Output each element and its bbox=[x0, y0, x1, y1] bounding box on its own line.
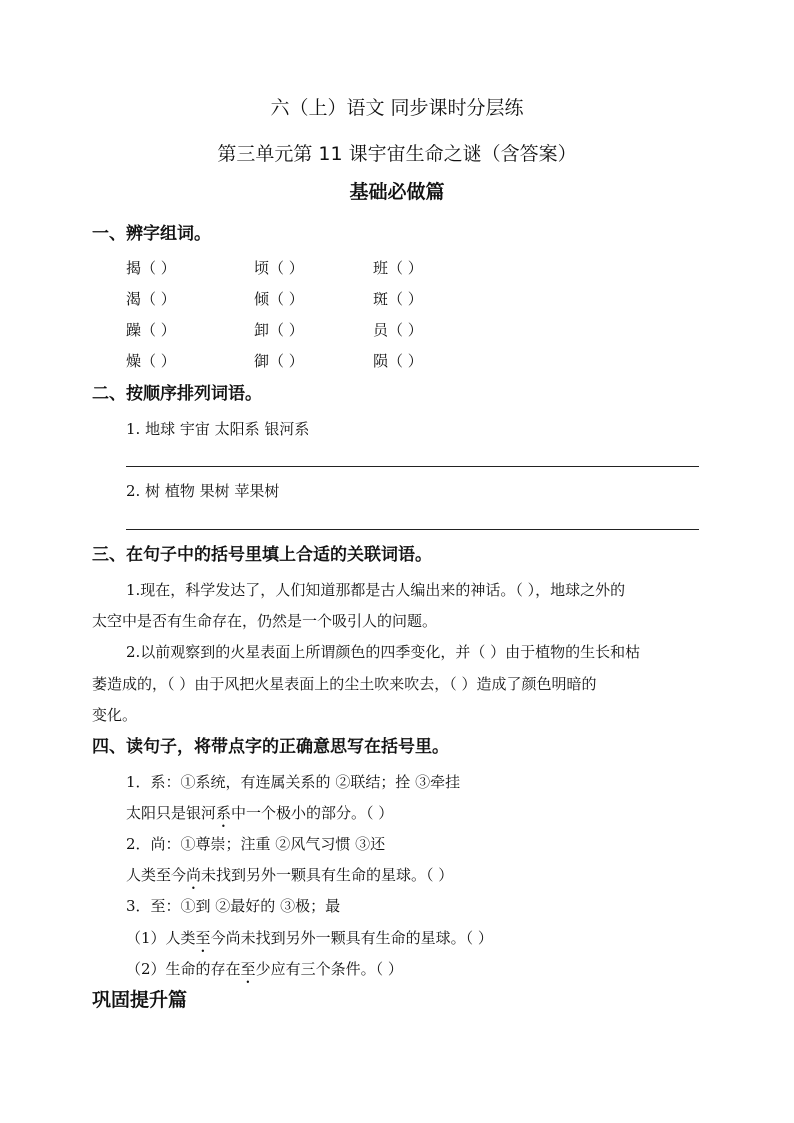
q1-heading: 一、辨字组词。 bbox=[92, 224, 211, 244]
q3-heading: 三、在句子中的括号里填上合适的关联词语。 bbox=[92, 545, 432, 565]
q3-paragraph-1-line-1: 1.现在，科学发达了，人们知道那都是古人编出来的神话。（ ），地球之外的 bbox=[126, 581, 626, 599]
q2-item-1: 1. 地球 宇宙 太阳系 银河系 bbox=[126, 420, 310, 438]
q2-heading: 二、按顺序排列词语。 bbox=[92, 384, 262, 404]
sentence-text: （1）人类 bbox=[126, 929, 196, 947]
sentence-text: 未找到另外一颗具有生命的星球。（ ） bbox=[201, 866, 454, 884]
sentence-text: 中一个极小的部分。（ ） bbox=[231, 804, 394, 822]
dotted-character: 至 bbox=[240, 960, 256, 978]
q4-heading: 四、读句子，将带点字的正确意思写在括号里。 bbox=[92, 737, 449, 757]
q1-cell: 陨（ ） bbox=[373, 352, 423, 370]
q4-item-2-definitions: 2．尚：①尊崇；注重 ②风气习惯 ③还 bbox=[126, 835, 386, 853]
q1-cell: 卸（ ） bbox=[254, 321, 304, 339]
dotted-character: 尚 bbox=[186, 866, 202, 884]
section-basic-title: 基础必做篇 bbox=[349, 181, 445, 203]
q3-paragraph-2-line-1: 2.以前观察到的火星表面上所谓颜色的四季变化，并（ ）由于植物的生长和枯 bbox=[126, 643, 641, 661]
q1-cell: 班（ ） bbox=[373, 259, 423, 277]
sentence-text: （2）生命的存在 bbox=[126, 960, 241, 978]
page-title: 六（上）语文 同步课时分层练 bbox=[270, 97, 524, 119]
q1-cell: 燥（ ） bbox=[126, 352, 176, 370]
q3-paragraph-2-line-3: 变化。 bbox=[92, 706, 138, 724]
q1-cell: 揭（ ） bbox=[126, 259, 176, 277]
sentence-text: 太阳只是银河 bbox=[126, 804, 217, 822]
page-subtitle: 第三单元第 11 课宇宙生命之谜（含答案） bbox=[217, 143, 577, 165]
dotted-character: 系 bbox=[216, 804, 232, 822]
sentence-text: 人类至今 bbox=[126, 866, 187, 884]
q2-item-2: 2. 树 植物 果树 苹果树 bbox=[126, 482, 280, 500]
answer-line[interactable] bbox=[126, 466, 699, 467]
section-advanced-title: 巩固提升篇 bbox=[92, 989, 188, 1011]
q4-item-1-sentence bbox=[126, 803, 393, 831]
q1-cell: 倾（ ） bbox=[254, 290, 304, 308]
q1-cell: 渴（ ） bbox=[126, 290, 176, 308]
sentence-text: 少应有三个条件。（ ） bbox=[255, 960, 403, 978]
q4-item-1-definitions: 1．系：①系统，有连属关系的 ②联结；拴 ③牵挂 bbox=[126, 773, 461, 791]
q4-item-2-sentence bbox=[126, 865, 453, 893]
dotted-character: 至 bbox=[195, 929, 211, 947]
q4-item-3-sentence-b bbox=[126, 959, 403, 987]
answer-line[interactable] bbox=[126, 529, 699, 530]
q3-paragraph-1-line-2: 太空中是否有生命存在，仍然是一个吸引人的问题。 bbox=[92, 612, 438, 630]
q1-cell: 躁（ ） bbox=[126, 321, 176, 339]
q4-item-3-sentence-a bbox=[126, 928, 493, 956]
q1-cell: 顷（ ） bbox=[254, 259, 304, 277]
q1-cell: 员（ ） bbox=[373, 321, 423, 339]
q4-item-3-definitions: 3．至：①到 ②最好的 ③极；最 bbox=[126, 897, 341, 915]
q1-cell: 御（ ） bbox=[254, 352, 304, 370]
q1-cell: 斑（ ） bbox=[373, 290, 423, 308]
q3-paragraph-2-line-2: 萎造成的，（ ）由于风把火星表面上的尘土吹来吹去，（ ）造成了颜色明暗的 bbox=[92, 675, 597, 693]
sentence-text: 今尚未找到另外一颗具有生命的星球。（ ） bbox=[210, 929, 493, 947]
